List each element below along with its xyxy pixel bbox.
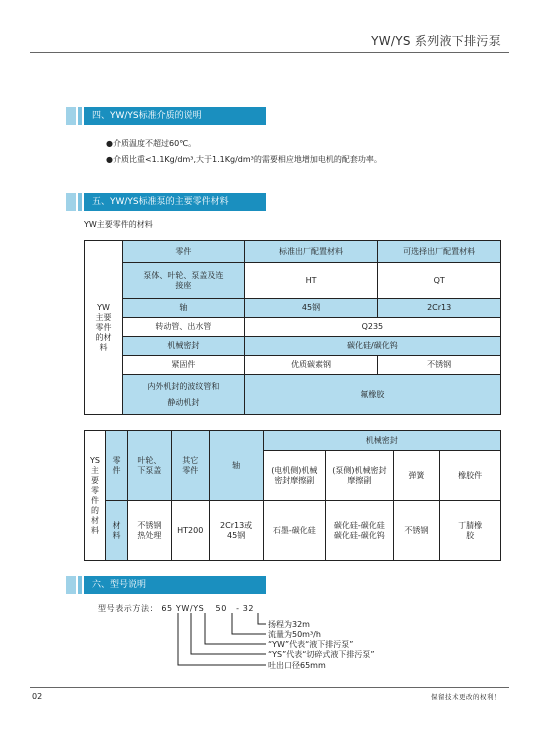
ys-value-other-parts: HT200 [171, 501, 209, 561]
ys-header-shaft: 轴 [209, 431, 263, 501]
ys-value-motor-seal: 石墨-碳化硅 [263, 501, 326, 561]
yw-row-part: 内外机封的波纹管和静动机封 [122, 375, 244, 415]
ys-header-other-parts: 其它零件 [171, 431, 209, 501]
ys-header-impeller: 叶轮、下泵盖 [127, 431, 171, 501]
model-code-prefix: 型号表示方法： [98, 604, 159, 613]
bullet-temperature: ●介质温度不超过60℃。 [106, 139, 197, 148]
ys-side-label: YS主要零件的材料 [85, 431, 106, 561]
ys-value-shaft: 2Cr13或45钢 [209, 501, 263, 561]
yw-row-merged-value: 碳化硅/碳化钨 [244, 337, 500, 356]
yw-row-part: 轴 [122, 299, 244, 318]
yw-row-standard: 优质碳素钢 [244, 356, 378, 375]
bullet-density: ●介质比重<1.1Kg/dm³,大于1.1Kg/dm³的需要相应地增加电机的配套功率。 [106, 155, 382, 164]
yw-row-part: 机械密封 [122, 337, 244, 356]
yw-row-part: 泵体、叶轮、泵盖及连接座 [122, 263, 244, 299]
model-note-ys: “YS”代表“切碎式液下排污泵” [268, 650, 375, 659]
model-note-diameter: 吐出口径65mm [268, 661, 326, 670]
ys-header-rubber: 橡胶件 [440, 451, 501, 501]
model-note-yw: “YW”代表“液下排污泵” [268, 640, 354, 649]
yw-materials-subtitle: YW主要零件的材料 [84, 220, 153, 229]
page-number: 02 [32, 692, 43, 701]
section-5-heading: 五、YW/YS标准泵的主要零件材料 [84, 193, 266, 211]
yw-row-standard: 45钢 [244, 299, 378, 318]
page-header-title: YW/YS 系列液下排污泵 [371, 34, 501, 48]
ys-header-spring: 弹簧 [393, 451, 440, 501]
ys-header-motor-seal: (电机侧)机械密封摩擦副 [263, 451, 326, 501]
model-note-head: 扬程为32m [268, 620, 310, 629]
ys-header-part: 零件 [105, 431, 127, 501]
model-note-flow: 流量为50m³/h [268, 630, 321, 639]
yw-row-merged-value: 氟橡胶 [244, 375, 500, 415]
yw-row-standard: HT [244, 263, 378, 299]
section-4-heading: 四、YW/YS标准介质的说明 [84, 107, 266, 125]
model-code-dash: - [236, 604, 240, 613]
header-divider [30, 52, 509, 53]
copyright-notice: 保留技术更改的权利！ [431, 693, 501, 701]
ys-value-impeller: 不锈钢热处理 [127, 501, 171, 561]
ys-row-label: 材料 [105, 501, 127, 561]
ys-header-seal-group: 机械密封 [263, 431, 500, 451]
model-code-diameter: 65 [161, 604, 173, 613]
ys-value-pump-seal: 碳化硅-碳化硅碳化硅-碳化钨 [326, 501, 394, 561]
ys-header-pump-seal: (泵侧)机械密封摩擦副 [326, 451, 394, 501]
yw-header-optional: 可选择出厂配置材料 [378, 241, 501, 263]
yw-materials-table [84, 240, 501, 415]
yw-row-merged-value: Q235 [244, 318, 500, 337]
ys-value-spring: 不锈钢 [393, 501, 440, 561]
model-code-line [98, 603, 254, 614]
yw-header-part: 零件 [122, 241, 244, 263]
footer-divider [30, 687, 509, 688]
yw-row-optional: QT [378, 263, 501, 299]
yw-row-part: 转动管、出水管 [122, 318, 244, 337]
ys-materials-table [84, 430, 501, 561]
section-6-heading: 六、型号说明 [84, 576, 266, 594]
model-code-flow: 50 [215, 604, 227, 613]
yw-row-part: 紧固件 [122, 356, 244, 375]
yw-row-optional: 2Cr13 [378, 299, 501, 318]
yw-side-label: YW主要零件的材料 [85, 241, 123, 415]
yw-row-optional: 不锈钢 [378, 356, 501, 375]
model-code-head: 32 [242, 604, 255, 613]
model-code-type: YW/YS [175, 604, 205, 613]
ys-value-rubber: 丁腈橡胶 [440, 501, 501, 561]
yw-header-standard: 标准出厂配置材料 [244, 241, 378, 263]
